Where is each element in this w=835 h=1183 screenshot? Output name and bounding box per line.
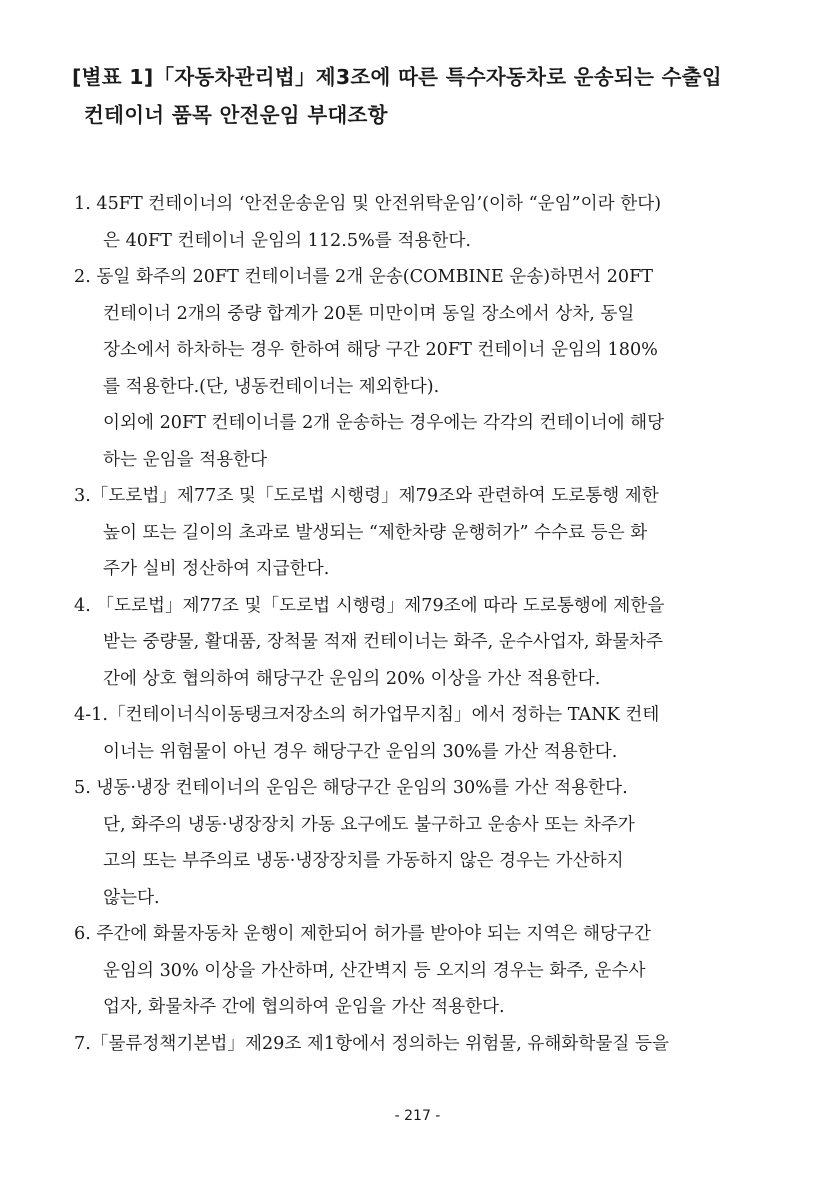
text-line: 주가 실비 정산하여 지급한다.: [103, 559, 330, 579]
paragraph-continuation: [74, 405, 754, 478]
list-item: [74, 588, 754, 698]
text-line: 높이 또는 길이의 초과로 발생되는 “제한차량 운행허가” 수수료 등은 화: [103, 522, 648, 543]
document-body: [74, 186, 754, 1062]
text-line: 4. 「도로법」제77조 및「도로법 시행령」제79조에 따라 도로통행에 제한을: [74, 595, 665, 616]
text-line: 컨테이너 2개의 중량 합계가 20톤 미만이며 동일 장소에서 상차, 동일: [103, 303, 635, 324]
text-line: 이너는 위험물이 아닌 경우 해당구간 운임의 30%를 가산 적용한다.: [103, 741, 618, 762]
text-line: 이외에 20FT 컨테이너를 2개 운송하는 경우에는 각각의 컨테이너에 해당: [103, 413, 665, 433]
text-line: 1. 45FT 컨테이너의 ‘안전운송운임 및 안전위탁운임’(이하 “운임”이라 한다): [74, 194, 662, 214]
text-line: 받는 중량물, 활대품, 장척물 적재 컨테이너는 화주, 운수사업자, 화물차주: [103, 632, 663, 652]
list-item: [74, 697, 754, 770]
list-item: [74, 186, 754, 259]
text-line: 5. 냉동·냉장 컨테이너의 운임은 해당구간 운임의 30%를 가산 적용한다.: [74, 778, 628, 798]
page-title: [72, 58, 772, 134]
text-line: 업자, 화물차주 간에 협의하여 운임을 가산 적용한다.: [103, 997, 505, 1017]
text-line: 2. 동일 화주의 20FT 컨테이너를 2개 운송(COMBINE 운송)하면서 20FT: [74, 267, 654, 287]
text-line: 3.「도로법」제77조 및「도로법 시행령」제79조와 관련하여 도로통행 제한: [74, 486, 659, 506]
text-line: 6. 주간에 화물자동차 운행이 제한되어 허가를 받아야 되는 지역은 해당구간: [74, 924, 651, 944]
text-line: 를 적용한다.(단, 냉동컨테이너는 제외한다).: [103, 376, 440, 397]
page-number: - 217 -: [394, 1108, 441, 1124]
text-line: 4-1.「컨테이너식이동탱크저장소의 허가업무지침」에서 정하는 TANK 컨테: [74, 705, 660, 725]
list-item: [74, 916, 754, 1026]
list-item: [74, 770, 754, 916]
text-line: 고의 또는 부주의로 냉동·냉장장치를 가동하지 않은 경우는 가산하지: [103, 851, 624, 871]
text-line: 않는다.: [103, 887, 160, 908]
list-item: [74, 478, 754, 588]
title-line-2: 컨테이너 품목 안전운임 부대조항: [84, 103, 388, 127]
text-line: 하는 운임을 적용한다: [103, 449, 268, 470]
text-line: 간에 상호 협의하여 해당구간 운임의 20% 이상을 가산 적용한다.: [103, 668, 601, 689]
text-line: 7.「물류정책기본법」제29조 제1항에서 정의하는 위험물, 유해화학물질 등을: [74, 1033, 669, 1054]
list-item: [74, 1026, 754, 1063]
text-line: 단, 화주의 냉동·냉장장치 가동 요구에도 불구하고 운송사 또는 차주가: [103, 814, 635, 835]
text-line: 장소에서 하차하는 경우 한하여 해당 구간 20FT 컨테이너 운임의 180%: [103, 340, 658, 360]
title-line-1: [별표 1]「자동차관리법」제3조에 따른 특수자동차로 운송되는 수출입: [72, 65, 722, 89]
text-line: 은 40FT 컨테이너 운임의 112.5%를 적용한다.: [103, 230, 471, 251]
list-item: [74, 259, 754, 405]
text-line: 운임의 30% 이상을 가산하며, 산간벽지 등 오지의 경우는 화주, 운수사: [103, 960, 646, 981]
